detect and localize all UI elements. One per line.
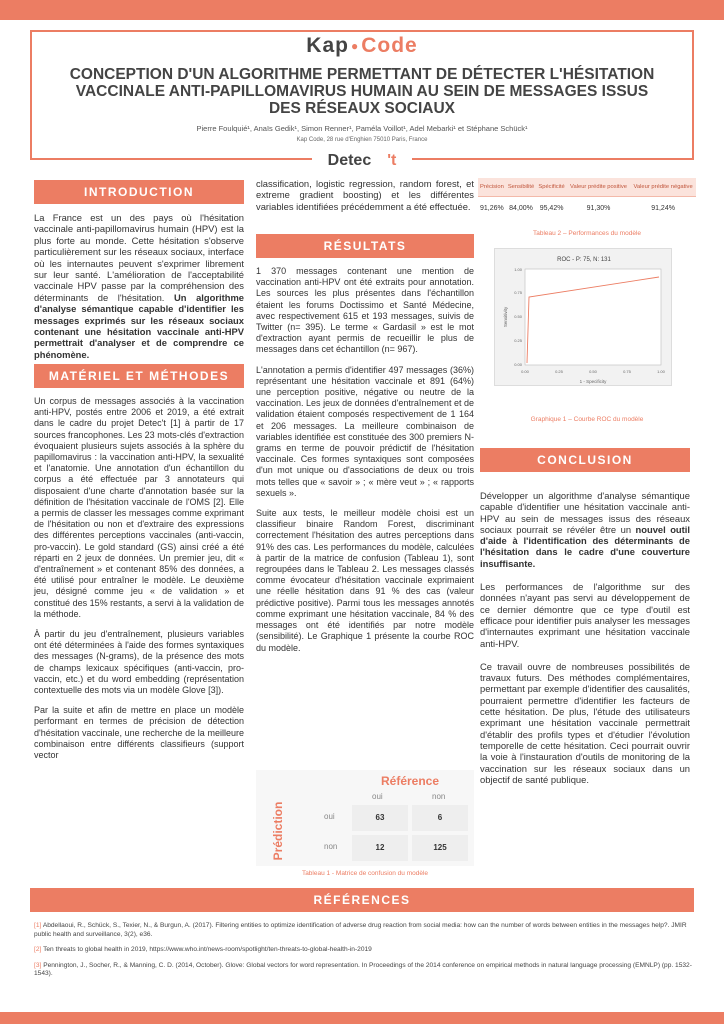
- roc-plot-area: [525, 269, 661, 365]
- bottom-band: [0, 1012, 724, 1024]
- cell-non-oui: 12: [352, 835, 408, 861]
- table2-caption: Tableau 2 – Performances du modèle: [532, 230, 642, 237]
- conclusion-text: Développer un algorithme d'analyse sémantique capable d'identifier une hésitation vaccinale anti-HPV au sein de messages issus des réseaux sociaux pourrait se révéler être un nouvel outil d'aide à l'identification des déterminants de l'hésitation dans le cadre d'une couverture insuffisante. Les performances de l'algorithme sur des données n'ayant pas servi au développement de ce dernier démontre que ce type d'outil est efficace pour identifier puis analyser les messages d'internautes exprimant une hésitation vaccinale anti-HPV. Ce travail ouvre de nombreuses possibilités de travaux futurs. Des méthodes complémentaires, permettant par exemple d'identifier des causalités, pourraient permettre d'identifier les facteurs de cette hésitation. De plus, l'étude des utilisateurs exprimant une hésitation vaccinale permettrait d'établir des profils types et d'étudier l'évolution temporelle de cette hésitation. Ceci pourrait ouvrir la voie à l'instauration d'outils de monitoring de la vaccination sur les réseaux sociaux dans un objectif de santé publique.: [480, 490, 690, 785]
- perf-header: Précision: [478, 178, 506, 197]
- affiliation: Kap Code, 28 rue d'Enghien 75010 Paris, France: [296, 137, 428, 143]
- cell-non-non: 125: [412, 835, 468, 861]
- cell-oui-non: 6: [412, 805, 468, 831]
- logo-dot-icon: ●: [350, 39, 360, 54]
- roc-xtick: 0.25: [555, 369, 563, 374]
- detect-logo: Detec 't: [0, 152, 724, 170]
- confusion-prediction-label: Prédiction: [271, 801, 285, 861]
- methods-p3: Par la suite et afin de mettre en place un modèle performant en termes de précision de détection d'hésitation vaccinale, une recherche de la meilleure combinaison entre différents classifieurs (support vector: [34, 705, 244, 761]
- roc-chart: [494, 248, 672, 386]
- perf-header: Valeur prédite négative: [630, 178, 696, 197]
- logo-kap: Kap: [306, 34, 349, 57]
- section-introduction: INTRODUCTION: [34, 180, 244, 204]
- roc-ytick: 0.25: [514, 338, 522, 343]
- results-text: [256, 266, 474, 663]
- reference-item: [3] Pennington, J., Socher, R., & Manning, C. D. (2014, October). Glove: Global vectors for word representation. In Proceedings of the 2014 conference on empirical methods in natural language processing (EMNLP) (pp. 1532-1543).: [34, 961, 692, 977]
- col-non-label: non: [432, 792, 446, 801]
- roc-title: ROC - P: 75, N: 131: [557, 257, 611, 263]
- performance-table: [478, 178, 696, 220]
- section-conclusion: CONCLUSION: [480, 448, 690, 472]
- conclusion-p2: Les performances de l'algorithme sur des données n'ayant pas servi au développement de ce dernier démontre que ce type d'outil est efficace pour identifier puis analyser les messages d'internautes exprimant une hésitation vaccinale anti-HPV.: [480, 581, 690, 649]
- roc-svg: [495, 249, 673, 387]
- results-p3: Suite aux tests, le meilleur modèle choisi est un classifieur binaire Random Forest, discriminant correctement l'hésitation des autres perceptions dans 91% des cas. Les performances du modèle, calculées à partir de la matrice de confusion (Tableau 1), sont regroupées dans le Tableau 2. Les messages classés comme évocateur d'hésitation vaccinale exprimaient une réelle hésitation dans 91 % des cas (valeur prédictive positive). Parmi tous les messages annotés comme exprimant une hésitation vaccinale, 84 % des messages ont été identifiés par notre modèle (sensibilité). Le Graphique 1 présente la courbe ROC du modèle.: [256, 508, 474, 653]
- perf-header: Spécificité: [536, 178, 567, 197]
- cell-oui-oui: 63: [352, 805, 408, 831]
- roc-ytick: 0.00: [514, 362, 522, 367]
- col2-top-text: classification, logistic regression, random forest, et extreme gradient boosting) et les différentes variables identifiées précédemment a été effectuée.: [256, 178, 474, 212]
- roc-xlabel: 1 - Specificity: [579, 379, 607, 384]
- perf-value: 91,26%: [480, 205, 504, 212]
- methods-p2: À partir du jeu d'entraînement, plusieurs variables ont été déterminées à l'aide des formes syntaxiques des messages (N-grams), de la présence des mots de champs lexicaux spécifiques (anti-vaccin, pro-vaccin, etc.) et du word embedding (représentation contextuelle des mots via un modèle Glove [3]).: [34, 629, 244, 696]
- authors: Pierre Foulquié¹, Anaïs Gedik¹, Simon Renner¹, Paméla Voillot¹, Adel Mebarki¹ et Stéphane Schück¹: [196, 124, 528, 133]
- roc-xtick: 0.00: [521, 369, 529, 374]
- references-list: [34, 922, 694, 986]
- roc-xtick: 1.00: [657, 369, 665, 374]
- roc-ylabel: Sensitivity: [503, 306, 508, 328]
- perf-value: 91,30%: [586, 205, 611, 212]
- methods-p1: Un corpus de messages associés à la vaccination anti-HPV, postés entre 2006 et 2019, a été extrait dans le cadre du projet Detec't [1] à partir de 17 sources francophones. Les 23 mots-clés d'extraction évoquaient plusieurs sujets associés à la sphère du papillomavirus : la vaccination anti-HPV, la sexualité et l'anatomie. Une annotation d'un échantillon du corpus a été effectuée par 3 annotateurs qui disposaient d'une charte d'annotation basée sur la définition de l'hésitation vaccinale de l'OMS [2]. Elle a permis de classer les messages comme exprimant de l'hésitation ou non et d'extraire des expressions des différentes perceptions vaccinales (anti-vaccin, pro-vaccin). Le gold standard (GS) ainsi créé a été réparti en 2 jeux de données. Un premier jeu, dit « d'entraînement » et contenant 85% des données, a été utilisé pour entraîner le modèle. Le deuxième jeu, désigné comme jeu « de validation » et constitué des 15% restants, a servi à la validation de la méthode.: [34, 396, 244, 619]
- top-band: [0, 0, 724, 20]
- col-oui-label: oui: [372, 792, 383, 801]
- row-non-label: non: [324, 842, 338, 851]
- perf-value: 95,42%: [539, 205, 564, 212]
- perf-value: 84,00%: [509, 205, 533, 212]
- perf-header: Valeur prédite positive: [567, 178, 630, 197]
- results-p2: L'annotation a permis d'identifier 497 messages (36%) représentant une hésitation vaccinale et 891 (64%) une perception positive, négative ou neutre de la vaccination. Les jeux de données d'entraînement et de validation étaient composés respectivement de 1 164 et 206 messages. La meilleure combinaison de variables identifiée est constituée des 300 premiers N-grams en terme de pouvoir prédictif de l'hésitation vaccinale. Ces formes syntaxiques sont composées d'un mot unique ou d'associations de deux ou trois mots telles que « savoir » ; « mère veut » ; « rapports sexuels ».: [256, 364, 474, 498]
- section-methods: MATÉRIEL ET MÉTHODES: [34, 364, 244, 388]
- reference-item: [1] Abdellaoui, R., Schück, S., Texier, N., & Burgun, A. (2017). Filtering entities to optimize identification of adverse drug reaction from social media: how can the number of words between entities in the messages help?. JMIR public health and surveillance, 3(2), e36.: [34, 922, 687, 938]
- confusion-reference-label: Référence: [380, 774, 440, 788]
- roc-ytick: 1.00: [514, 267, 522, 272]
- section-results: RÉSULTATS: [256, 234, 474, 258]
- reference-item: [2] Ten threats to global health in 2019, https://www.who.int/news-room/spotlight/ten-threats-to-global-health-in-2019: [34, 946, 372, 953]
- perf-header: Sensibilité: [506, 178, 537, 197]
- conclusion-p3: Ce travail ouvre de nombreuses possibilités de travaux futurs. Des méthodes complémentaires, permettant par exemple d'identifier des causalités, pourraient permettre d'identifier les facteurs de cette hésitation. De plus, l'étude des utilisateurs exprimant une hésitation vaccinale permettrait d'établir des profils types et d'étudier l'évolution temporelle de cette hésitation. Ceci pourrait ouvrir la voie à l'instauration d'outils de monitoring de la vaccination sur les réseaux sociaux dans un objectif de santé publique.: [480, 660, 690, 785]
- roc-xtick: 0.50: [589, 369, 597, 374]
- roc-ytick: 0.50: [514, 314, 522, 319]
- methods-text: [34, 396, 244, 770]
- table1-caption: Tableau 1 - Matrice de confusion du modèle: [301, 870, 429, 877]
- poster-title: CONCEPTION D'UN ALGORITHME PERMETTANT DE DÉTECTER L'HÉSITATION VACCINALE ANTI-PAPILLOMAVIRUS HUMAIN AU SEIN DE MESSAGES ISSUS DES RÉSEAUX SOCIAUX: [69, 66, 655, 117]
- logo-code: Code: [361, 34, 418, 57]
- row-oui-label: oui: [324, 812, 335, 821]
- results-p1: 1 370 messages contenant une mention de vaccination anti-HPV ont été extraits pour annotation. Les sources les plus présentes dans l'échantillon étaient les forums Doctissimo et Santé Médecine, avec respectivement 615 et 193 messages, suivis de Twitter (n= 395). Le terme « Gardasil » est le mot d'extraction ayant permis de recueillir le plus de messages dans cet échantillon (n= 967).: [256, 266, 474, 355]
- intro-text: La France est un des pays où l'hésitation vaccinale anti-papillomavirus humain (HPV) est la plus forte au monde. Cette hésitation s'observe particulièrement sur les réseaux sociaux, interface où les internautes peuvent s'exprimer librement sur leur santé. L'amélioration de l'acceptabilité vaccinale HPV passe par la compréhension des déterminants de l'hésitation. Un algorithme d'analyse sémantique capable d'identifier les messages exprimés sur les réseaux sociaux contenant une hésitation vaccinale anti-HPV permettrait d'analyser et de comprendre ce phénomène.: [34, 212, 245, 360]
- graph1-caption: Graphique 1 – Courbe ROC du modèle: [530, 416, 644, 423]
- roc-xtick: 0.75: [623, 369, 631, 374]
- section-references: RÉFÉRENCES: [30, 888, 694, 912]
- roc-ytick: 0.75: [514, 290, 522, 295]
- perf-value: 91,24%: [651, 205, 675, 212]
- kapcode-logo: [0, 34, 724, 58]
- confusion-matrix: [256, 770, 474, 866]
